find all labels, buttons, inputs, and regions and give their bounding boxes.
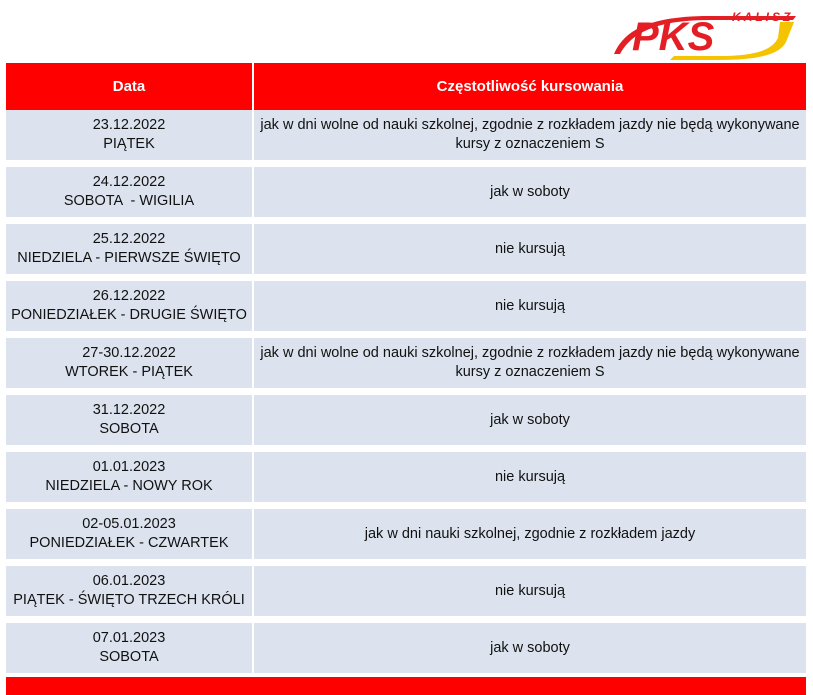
day-label: WTOREK - PIĄTEK — [65, 364, 193, 380]
frequency-cell: nie kursują — [494, 297, 566, 314]
footer-bar — [6, 677, 806, 695]
date-value: 01.01.2023 — [92, 459, 166, 475]
header-date: Data — [112, 78, 146, 95]
date-value: 31.12.2022 — [92, 402, 166, 418]
table-row — [6, 281, 806, 331]
day-label: NIEDZIELA - PIERWSZE ŚWIĘTO — [17, 250, 241, 266]
date-cell — [6, 395, 252, 445]
day-label: PIĄTEK — [103, 136, 155, 152]
date-cell — [6, 566, 252, 616]
date-cell — [6, 623, 252, 673]
table-row — [6, 395, 806, 445]
date-value: 02-05.01.2023 — [82, 516, 176, 532]
logo-wordmark: PKS — [632, 15, 715, 59]
date-value: 26.12.2022 — [92, 288, 166, 304]
table-row — [6, 623, 806, 673]
date-value: 06.01.2023 — [92, 573, 166, 589]
pks-kalisz-logo — [610, 8, 806, 66]
frequency-cell: nie kursują — [494, 582, 566, 599]
date-cell — [6, 452, 252, 502]
date-value: 27-30.12.2022 — [82, 345, 176, 361]
date-value: 23.12.2022 — [92, 117, 166, 133]
day-label: SOBOTA - WIGILIA — [63, 193, 195, 209]
date-value: 24.12.2022 — [92, 174, 166, 190]
frequency-cell: jak w dni wolne od nauki szkolnej, zgodnie z rozkładem jazdy nie będą wykonywane kursy z oznaczeniem S — [260, 117, 800, 152]
date-cell — [6, 110, 252, 160]
frequency-cell: jak w dni wolne od nauki szkolnej, zgodnie z rozkładem jazdy nie będą wykonywane kursy z oznaczeniem S — [260, 345, 800, 380]
day-label: PONIEDZIAŁEK - DRUGIE ŚWIĘTO — [11, 307, 247, 323]
table-header — [6, 63, 806, 110]
frequency-cell: jak w soboty — [490, 411, 570, 428]
day-label: PIĄTEK - ŚWIĘTO TRZECH KRÓLI — [13, 592, 245, 608]
holiday-schedule-table — [6, 63, 806, 673]
table-row — [6, 452, 806, 502]
table-body — [6, 110, 806, 673]
date-value: 07.01.2023 — [92, 630, 166, 646]
table-row — [6, 110, 806, 160]
table-row — [6, 566, 806, 616]
day-label: NIEDZIELA - NOWY ROK — [45, 478, 213, 494]
frequency-cell: nie kursują — [494, 468, 566, 485]
logo-city: KALISZ — [732, 10, 794, 24]
date-cell — [6, 509, 252, 559]
date-value: 25.12.2022 — [92, 231, 166, 247]
table-row — [6, 509, 806, 559]
date-cell — [6, 224, 252, 274]
table-row — [6, 338, 806, 388]
day-label: SOBOTA — [99, 649, 159, 665]
frequency-cell: jak w soboty — [490, 183, 570, 200]
frequency-cell: jak w dni nauki szkolnej, zgodnie z rozkładem jazdy — [364, 525, 696, 542]
date-cell — [6, 167, 252, 217]
date-cell — [6, 338, 252, 388]
day-label: PONIEDZIAŁEK - CZWARTEK — [29, 535, 229, 551]
day-label: SOBOTA — [99, 421, 159, 437]
header-frequency: Częstotliwość kursowania — [436, 78, 624, 95]
table-row — [6, 224, 806, 274]
frequency-cell: jak w soboty — [490, 639, 570, 656]
frequency-cell: nie kursują — [494, 240, 566, 257]
table-row — [6, 167, 806, 217]
date-cell — [6, 281, 252, 331]
